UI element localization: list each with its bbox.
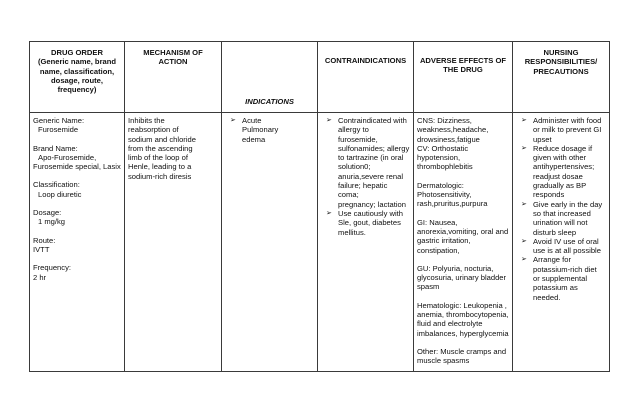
- mechanism-text: Inhibits the reabsorption of sodium and chloride from the ascending limb of the loop of Henle, leading to a sodium-rich diresis: [128, 116, 196, 181]
- generic-name-label: Generic Name:: [33, 116, 85, 125]
- mechanism-cell: [125, 113, 222, 372]
- brand-name-value-2: Furosemide special, Lasix: [33, 162, 121, 172]
- header-mechanism: MECHANISM OF ACTION: [125, 42, 222, 113]
- header-indications: INDICATIONS: [222, 42, 318, 113]
- classification-label: Classification:: [33, 180, 80, 190]
- header-drug-order: DRUG ORDER (Generic name, brand name, classification, dosage, route, frequency): [30, 42, 125, 113]
- header-nursing: NURSING RESPONSIBILITIES/ PRECAUTIONS: [513, 42, 610, 113]
- adverse-gu: GU: Polyuria, nocturia, glycosuria, urinary bladder spasm: [417, 263, 507, 292]
- nursing-cell: [513, 113, 610, 372]
- adverse-dermatologic: Dermatologic: Photosensitivity, rash,pruritus,purpura: [417, 180, 488, 209]
- adverse-gi: GI: Nausea, anorexia,vomiting, oral and gastric irritation, constipation,: [417, 217, 509, 255]
- nursing-list: [521, 116, 606, 302]
- dosage-label: Dosage:: [33, 208, 62, 218]
- frequency-value: 2 hr: [33, 272, 47, 282]
- frequency-label: Frequency:: [33, 263, 71, 273]
- adverse-effects-cell: [414, 113, 513, 372]
- contraindications-list: [326, 116, 410, 237]
- nursing-item: ➢ Give early in the day so that increased urination will not disturb sleep: [521, 200, 606, 237]
- indications-cell: [222, 113, 318, 372]
- indications-list: [230, 116, 314, 144]
- route-value: IVTT: [33, 244, 50, 254]
- header-contraindications: CONTRAINDICATIONS: [318, 42, 414, 113]
- nursing-item: ➢ Reduce dosage if given with other antihypertensives; readjust dosae gradually as BP responds: [521, 144, 606, 200]
- content-row: [30, 113, 610, 372]
- classification-value: Loop diuretic: [38, 189, 82, 199]
- drug-order-cell: [30, 113, 125, 372]
- nursing-item: ➢ Avoid IV use of oral use is at all possible: [521, 237, 606, 256]
- adverse-cns-cv: CNS: Dizziness, weakness,headache, drowsiness,fatigue CV: Orthostatic hypotension, thrombophlebitis: [417, 116, 489, 172]
- route-label: Route:: [33, 235, 56, 245]
- nursing-item: ➢ Administer with food or milk to prevent GI upset: [521, 116, 606, 144]
- drug-study-table: [29, 41, 610, 372]
- dosage-value: 1 mg/kg: [38, 217, 66, 227]
- brand-name-value-1: Apo-Furosemide,: [38, 152, 97, 162]
- contraindications-cell: [318, 113, 414, 372]
- brand-name-label: Brand Name:: [33, 143, 78, 153]
- generic-name-value: Furosemide: [38, 125, 79, 135]
- contraindication-item: ➢ Contraindicated with allergy to furosemide, sulfonamides; allergy to tartrazine (in oral solution0; anuria,severe renal failure; hepatic coma; pregnancy; lactation: [326, 116, 410, 209]
- indication-item: ➢ Acute Pulmonary edema: [230, 116, 314, 144]
- header-adverse-effects: ADVERSE EFFECTS OF THE DRUG: [414, 42, 513, 113]
- adverse-other: Other: Muscle cramps and muscle spasms: [417, 346, 507, 366]
- nursing-item: ➢ Arrange for potassium-rich diet or supplemental potassium as needed.: [521, 255, 606, 301]
- contraindication-item: ➢ Use cautiously with Sle, gout, diabetes mellitus.: [326, 209, 410, 237]
- header-row: [30, 42, 610, 113]
- adverse-hematologic: Hematologic: Leukopenia , anemia, thrombocytopenia, fluid and electrolyte imbalances, hyperglycemia: [417, 300, 509, 338]
